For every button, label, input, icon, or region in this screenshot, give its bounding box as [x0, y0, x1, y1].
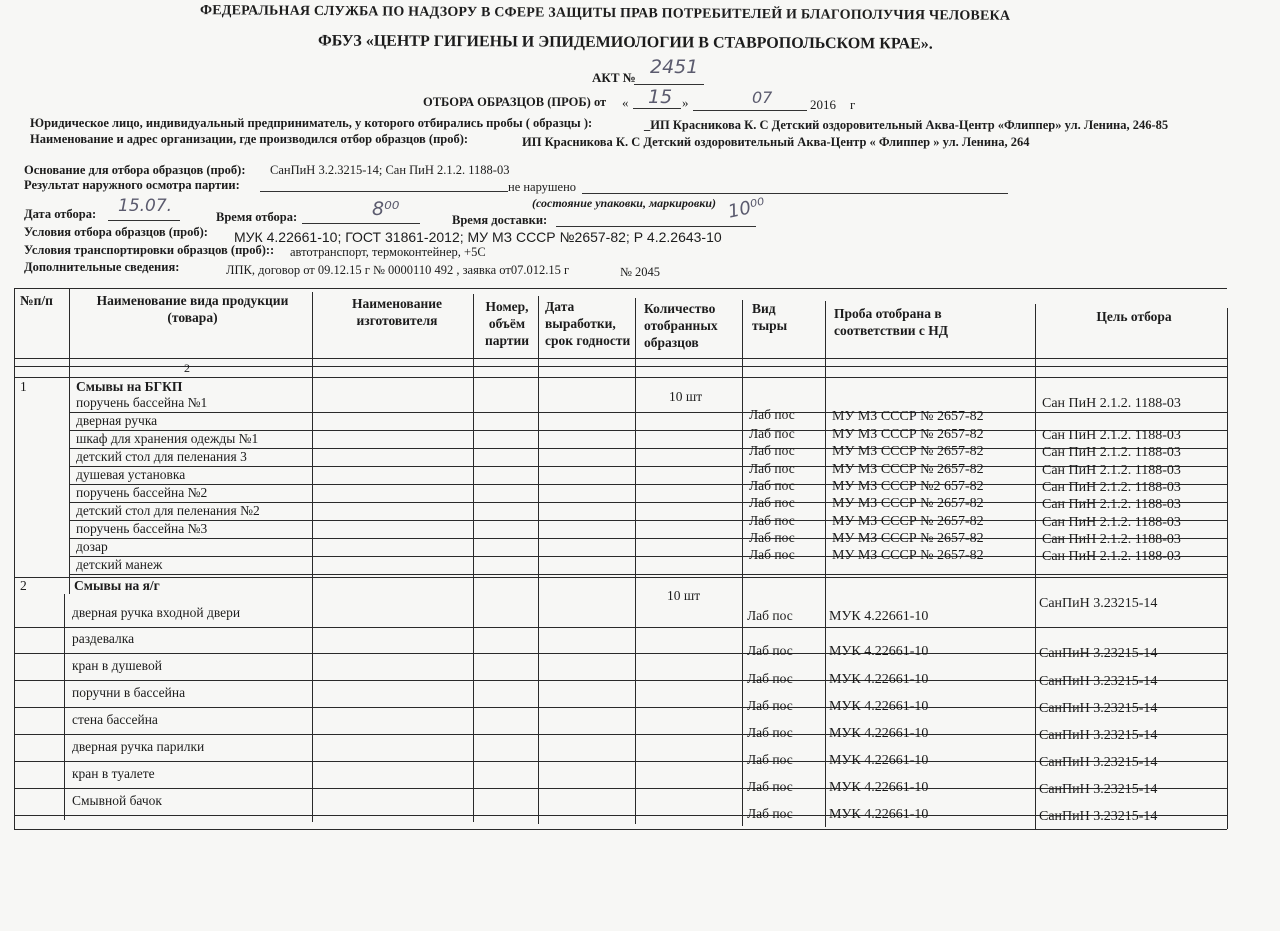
time-label: Время отбора:: [216, 210, 298, 224]
row-nd: МУК 4.22661-10: [829, 780, 929, 795]
center-title: ФБУЗ «ЦЕНТР ГИГИЕНЫ И ЭПИДЕМИОЛОГИИ В СТАВРОПОЛЬСКОМ КРАЕ».: [317, 32, 933, 53]
row-nd: МУК 4.22661-10: [829, 609, 929, 624]
section1-num: 1: [20, 379, 27, 394]
row-kind: Лаб пос: [749, 426, 795, 441]
row-kind: Лаб пос: [747, 643, 793, 658]
act-number: 2451: [650, 56, 699, 78]
delivery-value: 10⁰⁰: [726, 194, 768, 223]
row-kind: Лаб пос: [747, 725, 793, 740]
row-goal: Сан ПиН 2.1.2. 1188-03: [1042, 497, 1181, 513]
row-goal: Сан ПиН 2.1.2. 1188-03: [1042, 396, 1181, 411]
row-kind: Лаб пос: [749, 547, 795, 563]
result-value: не нарушено: [508, 180, 577, 194]
close-quote: »: [682, 95, 689, 110]
row-kind: Лаб пос: [747, 671, 793, 686]
row-kind: Лаб пос: [749, 529, 795, 545]
row-name: поручень бассейна №1: [76, 395, 208, 410]
row-nd: МУ МЗ СССР № 2657-82: [832, 461, 984, 477]
row-kind: Лаб пос: [747, 779, 793, 794]
conditions-label: Условия отбора образцов (проб):: [24, 225, 208, 239]
th-num: №п/п: [20, 293, 53, 308]
row-goal: СанПиН 3.23215-14: [1039, 674, 1158, 689]
extra-label: Дополнительные сведения:: [24, 260, 180, 274]
row-goal: СанПиН 3.23215-14: [1039, 701, 1158, 716]
row-goal: Сан ПиН 2.1.2. 1188-03: [1042, 549, 1181, 565]
row-line: [69, 412, 1227, 413]
row-kind: Лаб пос: [747, 698, 793, 713]
row-name: дверная ручка: [76, 413, 158, 428]
row-kind: Лаб пос: [749, 477, 795, 493]
row-kind: Лаб пос: [747, 806, 793, 821]
org-value: ИП Красникова К. С Детский оздоровительный Аква-Центр « Флиппер » ул. Ленина, 264: [522, 135, 1030, 149]
row-name: детский стол для пеленания 3: [76, 449, 247, 464]
row-name: кран в туалете: [72, 766, 155, 781]
row-nd: МУ МЗ СССР № 2657-82: [832, 496, 984, 512]
row-name: дозар: [76, 539, 108, 554]
act-year: 2016: [810, 97, 836, 112]
row-goal: Сан ПиН 2.1.2. 1188-03: [1042, 428, 1181, 443]
th-goal: Цель отбора: [1096, 309, 1172, 324]
row-goal: СанПиН 3.23215-14: [1039, 596, 1158, 611]
row-kind: Лаб пос: [747, 608, 793, 623]
row-name: шкаф для хранения одежды №1: [76, 431, 259, 446]
act-year-suffix: г: [850, 97, 856, 112]
row-goal: СанПиН 3.23215-14: [1039, 728, 1158, 743]
row-nd: МУ МЗ СССР № 2657-82: [832, 513, 984, 529]
th-date: Дата выработки, срок годности: [545, 299, 631, 348]
row-nd: МУ МЗ СССР № 2657-82: [832, 409, 984, 424]
act-month: 07: [752, 88, 773, 107]
section2-num: 2: [20, 578, 27, 593]
row-name: раздевалка: [72, 631, 135, 646]
th-kind: Вид тыры: [752, 301, 788, 333]
row-nd: МУК 4.22661-10: [829, 672, 929, 687]
transport-label: Условия транспортировки образцов (проб)::: [24, 243, 275, 257]
result-label: Результат наружного осмотра партии:: [24, 178, 240, 192]
row-goal: СанПиН 3.23215-14: [1039, 809, 1158, 824]
th-maker: Наименование изготовителя: [352, 296, 442, 328]
legal-entity-label: Юридическое лицо, индивидуальный предприниматель, у которого отбирались пробы ( образцы ):: [30, 116, 593, 130]
result-note: (состояние упаковки, маркировки): [532, 196, 717, 210]
row-nd: МУ МЗ СССР № 2657-82: [832, 530, 984, 546]
row-goal: Сан ПиН 2.1.2. 1188-03: [1042, 462, 1181, 478]
row-nd: МУК 4.22661-10: [829, 753, 929, 768]
basis-label: Основание для отбора образцов (проб):: [24, 163, 246, 177]
agency-title: ФЕДЕРАЛЬНАЯ СЛУЖБА ПО НАДЗОРУ В СФЕРЕ ЗАЩИТЫ ПРАВ ПОТРЕБИТЕЛЕЙ И БЛАГОПОЛУЧИЯ ЧЕЛОВЕКА: [199, 3, 1011, 24]
open-quote: «: [622, 95, 629, 110]
row-name: поручень бассейна №3: [76, 521, 208, 536]
row-goal: СанПиН 3.23215-14: [1039, 646, 1158, 661]
row-nd: МУК 4.22661-10: [829, 726, 929, 741]
section2-title: Смывы на я/г: [74, 578, 160, 593]
row-name: душевая установка: [76, 467, 186, 482]
transport-value: автотранспорт, термоконтейнер, +5С: [290, 245, 486, 259]
row-goal: СанПиН 3.23215-14: [1039, 782, 1158, 797]
th-nd: Проба отобрана в соответствии с НД: [834, 306, 949, 338]
section2-qty: 10 шт: [667, 588, 701, 603]
th-batch: Номер, объём партии: [484, 299, 530, 348]
date-value: 15.07.: [118, 196, 173, 216]
basis-value: СанПиН 3.2.3215-14; Сан ПиН 2.1.2. 1188-03: [270, 163, 510, 177]
row-line: [69, 574, 1227, 575]
legal-entity-value: _ИП Красникова К. С Детский оздоровительный Аква-Центр «Флиппер» ул. Ленина, 246-85: [644, 118, 1169, 132]
row-line: [14, 627, 1227, 628]
row-name: Смывной бачок: [72, 793, 162, 808]
row-goal: Сан ПиН 2.1.2. 1188-03: [1042, 514, 1181, 530]
act-label: АКТ №: [592, 70, 636, 85]
col-index: 2: [184, 361, 190, 375]
row-nd: МУ МЗ СССР №2 657-82: [832, 478, 984, 494]
row-name: поручень бассейна №2: [76, 485, 208, 500]
conditions-value: МУК 4.22661-10; ГОСТ 31861-2012; МУ МЗ СССР №2657-82; Р 4.2.2643-10: [234, 229, 722, 245]
row-name: стена бассейна: [72, 712, 158, 727]
row-kind: Лаб пос: [747, 752, 793, 767]
row-nd: МУ МЗ СССР № 2657-82: [832, 444, 984, 460]
row-kind: Лаб пос: [749, 495, 795, 511]
samples-table: [14, 288, 1227, 829]
row-nd: МУ МЗ СССР № 2657-82: [832, 548, 984, 564]
row-name: поручни в бассейна: [72, 685, 186, 700]
time-value: 8⁰⁰: [372, 198, 400, 220]
section1-qty: 10 шт: [669, 389, 703, 404]
row-goal: Сан ПиН 2.1.2. 1188-03: [1042, 479, 1181, 495]
date-label: Дата отбора:: [24, 207, 97, 221]
row-nd: МУК 4.22661-10: [829, 699, 929, 714]
row-name: кран в душевой: [72, 658, 162, 673]
extra-value: ЛПК, договор от 09.12.15 г № 0000110 492 , заявка от07.012.15 г: [226, 263, 570, 277]
row-goal: СанПиН 3.23215-14: [1039, 755, 1158, 770]
row-kind: Лаб пос: [749, 443, 795, 459]
row-kind: Лаб пос: [749, 407, 795, 422]
act-day: 15: [648, 86, 673, 108]
row-name: дверная ручка входной двери: [72, 605, 241, 620]
row-name: детский стол для пеленания №2: [76, 503, 260, 518]
extra-request-number: № 2045: [620, 265, 661, 279]
row-kind: Лаб пос: [749, 512, 795, 528]
delivery-label: Время доставки:: [452, 213, 548, 227]
row-kind: Лаб пос: [749, 460, 795, 476]
row-goal: Сан ПиН 2.1.2. 1188-03: [1042, 445, 1181, 461]
row-nd: МУК 4.22661-10: [829, 644, 929, 659]
row-nd: МУ МЗ СССР № 2657-82: [832, 427, 984, 442]
th-product: Наименование вида продукции (товара): [96, 293, 289, 325]
org-label: Наименование и адрес организации, где производился отбор образцов (проб):: [30, 132, 469, 146]
th-qty: Количество отобранных образцов: [644, 301, 718, 350]
row-name: дверная ручка парилки: [72, 739, 205, 754]
row-nd: МУК 4.22661-10: [829, 807, 929, 822]
row-name: детский манеж: [76, 557, 163, 572]
act-title: ОТБОРА ОБРАЗЦОВ (ПРОБ) от: [423, 95, 607, 109]
section1-title: Смывы на БГКП: [76, 379, 183, 394]
row-goal: Сан ПиН 2.1.2. 1188-03: [1042, 531, 1181, 547]
